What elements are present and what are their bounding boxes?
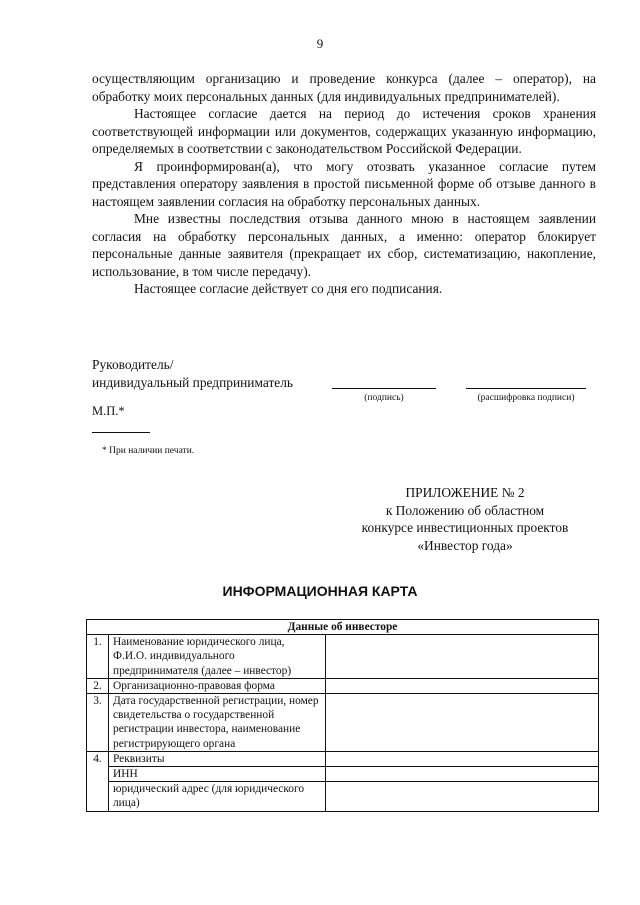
table-row: [87, 767, 599, 782]
table-row: [87, 635, 599, 679]
appendix-line-1: ПРИЛОЖЕНИЕ № 2: [405, 485, 525, 500]
row-value: [326, 751, 599, 766]
table-row: [87, 751, 599, 766]
appendix-heading: [330, 484, 600, 554]
paragraph-5: Настоящее согласие действует со дня его подписания.: [134, 281, 443, 296]
paragraph-3: Я проинформирован(а), что могу отозвать указанное согласие путем представления оператору заявления в простой письменной форме об отзыве данного в настоящем заявлении согласия на обработку персональных данных.: [92, 158, 596, 209]
table-row: [87, 782, 599, 811]
paragraph-1: осуществляющим организацию и проведение конкурса (далее – оператор), на обработку моих персональных данных (для индивидуальных предпринимателей).: [92, 71, 596, 104]
row-number: 3.: [87, 694, 109, 752]
stamp-label: М.П.*: [92, 404, 125, 418]
table-row: [87, 694, 599, 752]
signatory-role-line-1: Руководитель/: [92, 357, 174, 372]
investor-data-table: [86, 619, 599, 812]
row-label: Дата государственной регистрации, номер свидетельства о государственной регистрации инвестора, наименование регистрирующего органа: [109, 694, 326, 752]
card-title: ИНФОРМАЦИОННАЯ КАРТА: [222, 583, 418, 599]
signature-decoding-line: [466, 388, 586, 389]
table-row: [87, 678, 599, 693]
footnote-divider: [92, 432, 150, 433]
signature-caption: (подпись): [364, 393, 404, 403]
footnote: * При наличии печати.: [102, 446, 195, 456]
row-value: [326, 694, 599, 752]
appendix-line-2: к Положению об областном: [385, 502, 545, 518]
appendix-line-3: конкурсе инвестиционных проектов: [361, 520, 569, 535]
consent-text: [92, 70, 596, 298]
row-label: Реквизиты: [109, 751, 326, 766]
table-header-row: [87, 620, 599, 635]
signature-line: [332, 388, 436, 389]
page-number: 9: [316, 36, 324, 51]
row-label: Наименование юридического лица, Ф.И.О. индивидуального предпринимателя (далее – инвестор): [109, 635, 326, 679]
row-label: Организационно-правовая форма: [109, 678, 326, 693]
row-label: юридический адрес (для юридического лица): [109, 782, 326, 811]
appendix-line-4: «Инвестор года»: [417, 537, 513, 553]
row-value: [326, 635, 599, 679]
row-number: 4.: [87, 751, 109, 811]
paragraph-4: Мне известны последствия отзыва данного мною в настоящем заявлении согласия на обработку персональных данных, а именно: оператор блокирует персональные данные заявителя (прекращает их сбор, систематизацию, накопление, использование, в том числе передачу).: [92, 211, 596, 279]
signatory-role-line-2: индивидуальный предприниматель: [92, 374, 294, 390]
row-number: 1.: [87, 635, 109, 679]
signature-decoding-caption: (расшифровка подписи): [477, 393, 575, 403]
row-value: [326, 782, 599, 811]
table-header: Данные об инвесторе: [87, 620, 599, 635]
row-value: [326, 678, 599, 693]
row-label: ИНН: [109, 767, 326, 782]
row-value: [326, 767, 599, 782]
row-number: 2.: [87, 678, 109, 693]
paragraph-2: Настоящее согласие дается на период до истечения сроков хранения соответствующей информации или документов, содержащих указанную информацию, определяемых в соответствии с законодательством Российской Федерации.: [92, 106, 596, 156]
signatory-role: [92, 356, 293, 391]
